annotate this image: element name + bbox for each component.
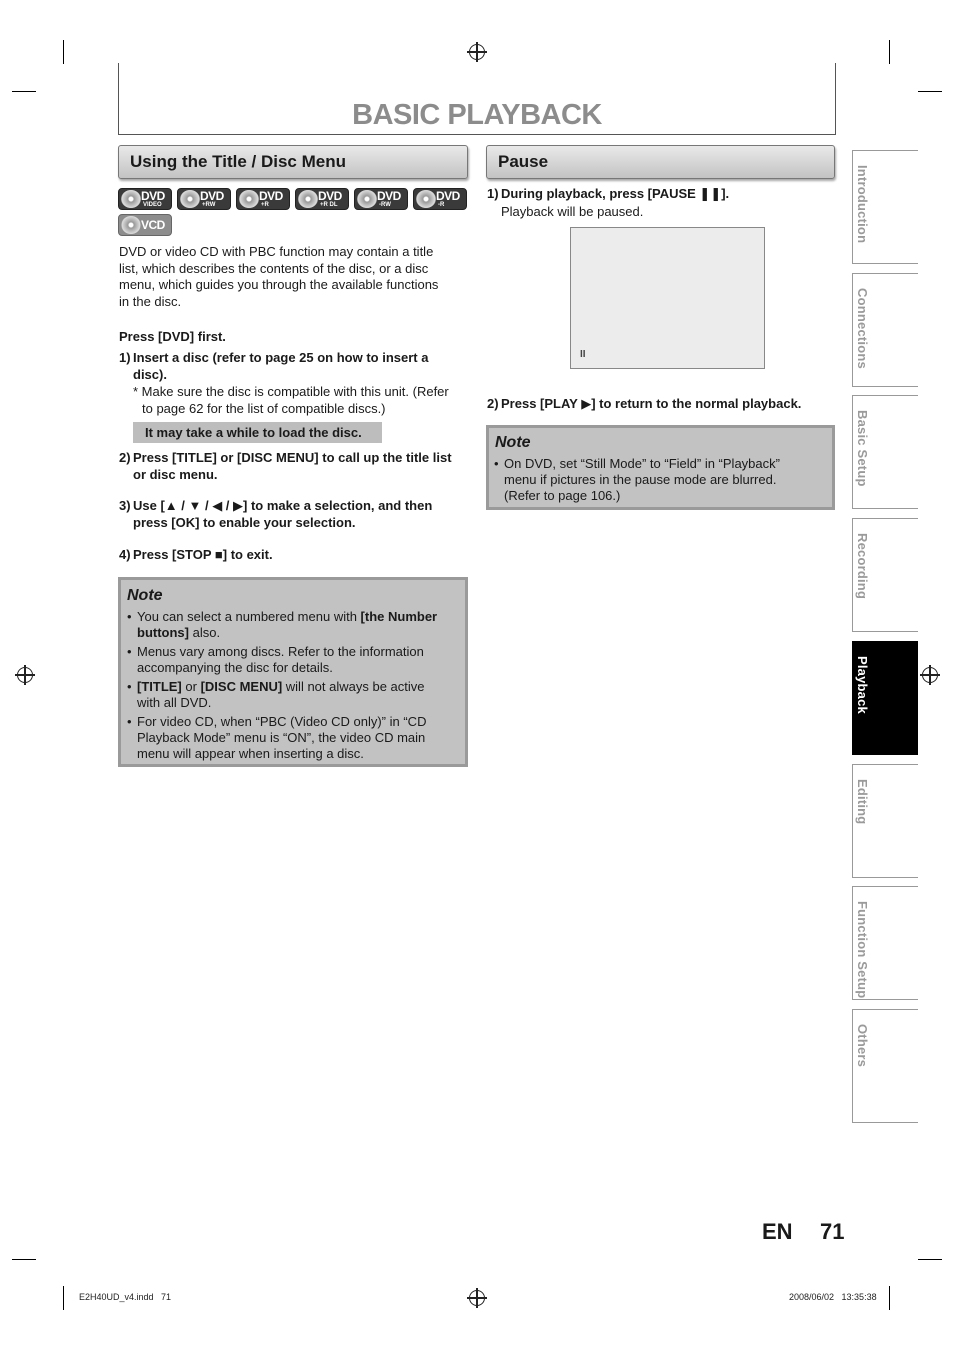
note-item: • Menus vary among discs. Refer to the information accompanying the disc for details. xyxy=(127,644,462,676)
pause-indicator-icon: II xyxy=(580,349,586,360)
dvd-plus-rw-badge: DVD +RW xyxy=(177,188,231,210)
note-item: • You can select a numbered menu with [the Number buttons] also. xyxy=(127,609,462,641)
side-tab-introduction[interactable]: Introduction xyxy=(852,150,918,264)
dvd-plus-r-badge: DVD +R xyxy=(236,188,290,210)
side-tab-playback[interactable]: Playback xyxy=(852,641,918,755)
side-tab-basic-setup[interactable]: Basic Setup xyxy=(852,395,918,509)
registration-mark-icon xyxy=(17,667,33,683)
step-1-compatibility-note: * Make sure the disc is compatible with this unit. (Refer to page 62 for the list of compatible discs.) xyxy=(133,384,449,416)
step-number: 3) xyxy=(119,498,131,513)
press-dvd-first: Press [DVD] first. xyxy=(119,329,226,344)
page-number: 71 xyxy=(820,1219,845,1244)
footer-timestamp: 2008/06/02 13:35:38 xyxy=(789,1292,877,1302)
crop-mark xyxy=(889,40,890,64)
note-item: • On DVD, set “Still Mode” to “Field” in “Playback” menu if pictures in the pause mode are blurred. (Refer to page 106.) xyxy=(494,456,829,504)
crop-mark xyxy=(12,1259,36,1260)
step-number: 2) xyxy=(119,450,131,465)
step-number: 4) xyxy=(119,547,131,562)
note-title: Note xyxy=(127,587,163,604)
page-title: BASIC PLAYBACK xyxy=(352,99,602,131)
step-number: 2) xyxy=(487,396,499,411)
note-list xyxy=(127,609,462,765)
note-list xyxy=(494,456,829,507)
dvd-minus-rw-badge: DVD -RW xyxy=(354,188,408,210)
load-notice: It may take a while to load the disc. xyxy=(133,422,382,443)
vcd-badge: VCD xyxy=(118,214,172,236)
dvd-video-badge: DVD VIDEO xyxy=(118,188,172,210)
crop-mark xyxy=(918,1259,942,1260)
note-title: Note xyxy=(495,434,531,451)
disc-icon xyxy=(357,190,377,208)
side-tab-recording[interactable]: Recording xyxy=(852,518,918,632)
crop-mark xyxy=(889,1286,890,1310)
disc-icon xyxy=(416,190,436,208)
note-box-pause xyxy=(486,425,835,510)
step-number: 1) xyxy=(487,186,499,201)
step-4-text: Press [STOP ■] to exit. xyxy=(133,547,273,562)
disc-icon xyxy=(121,190,141,208)
note-item: • For video CD, when “PBC (Video CD only)” in “CD Playback Mode” menu is “ON”, the video CD main menu will appear when inserting a disc. xyxy=(127,714,462,762)
pause-step-1-text: During playback, press [PAUSE ❚❚]. xyxy=(501,186,730,201)
side-tab-function-setup[interactable]: Function Setup xyxy=(852,886,918,1000)
footer-file-name: E2H40UD_v4.indd 71 xyxy=(79,1292,172,1302)
crop-mark xyxy=(918,91,942,92)
crop-mark xyxy=(12,91,36,92)
section-header-pause: Pause xyxy=(486,145,835,179)
pause-step-2-text: Press [PLAY ▶] to return to the normal playback. xyxy=(501,396,802,411)
disc-icon xyxy=(298,190,318,208)
side-tab-editing[interactable]: Editing xyxy=(852,764,918,878)
dvd-plus-r-dl-badge: DVD +R DL xyxy=(295,188,349,210)
registration-mark-icon xyxy=(469,1290,485,1306)
crop-mark xyxy=(63,40,64,64)
note-box-title-menu xyxy=(118,577,468,767)
note-item: • [TITLE] or [DISC MENU] will not always be active with all DVD. xyxy=(127,679,462,711)
section-header-title-disc-menu: Using the Title / Disc Menu xyxy=(118,145,468,179)
pause-step-1-result: Playback will be paused. xyxy=(501,204,644,219)
step-3-text: Use [▲ / ▼ / ◀ / ▶] to make a selection, and then press [OK] to enable your selection. xyxy=(133,498,433,530)
registration-mark-icon xyxy=(469,44,485,60)
step-number: 1) xyxy=(119,350,131,365)
disc-icon xyxy=(180,190,200,208)
side-tab-others[interactable]: Others xyxy=(852,1009,918,1123)
intro-paragraph: DVD or video CD with PBC function may contain a title list, which describes the contents of the disc, or a disc menu, which guides you through the available functions in the disc. xyxy=(119,244,439,309)
step-2-text: Press [TITLE] or [DISC MENU] to call up the title list or disc menu. xyxy=(133,450,452,482)
dvd-minus-r-badge: DVD -R xyxy=(413,188,467,210)
page-title-frame xyxy=(118,63,836,135)
disc-icon xyxy=(239,190,259,208)
step-1-text: Insert a disc (refer to page 25 on how to insert a disc). xyxy=(133,350,429,382)
crop-mark xyxy=(63,1286,64,1310)
paused-screen-illustration xyxy=(570,227,765,369)
registration-mark-icon xyxy=(922,667,938,683)
side-tab-connections[interactable]: Connections xyxy=(852,273,918,387)
language-label: EN xyxy=(762,1219,793,1244)
disc-icon xyxy=(121,216,141,234)
